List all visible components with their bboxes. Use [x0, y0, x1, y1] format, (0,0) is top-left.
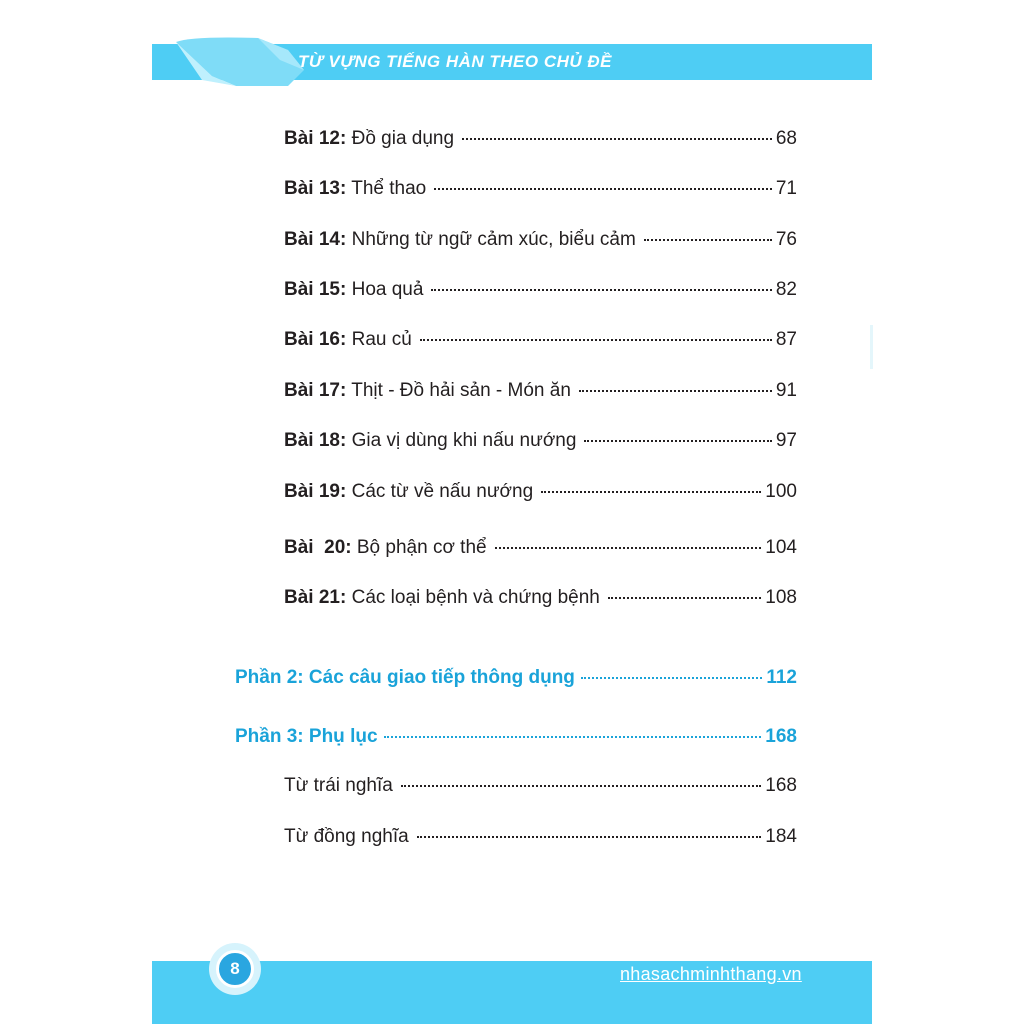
toc-label: Bài 20: Bộ phận cơ thể: [284, 537, 487, 558]
toc-row-part-3[interactable]: [235, 726, 797, 748]
page-number: 71: [775, 178, 797, 199]
toc-row-lesson-14[interactable]: [284, 229, 797, 251]
page-number: 168: [765, 775, 797, 796]
page-number: 87: [775, 329, 797, 350]
leader-dots: [579, 390, 772, 392]
toc-row-synonyms[interactable]: [284, 826, 797, 848]
website-link[interactable]: nhasachminhthang.vn: [620, 964, 802, 984]
toc-row-lesson-16[interactable]: [284, 329, 797, 351]
toc-label: Bài 17: Thịt - Đồ hải sản - Món ăn: [284, 380, 571, 401]
page-number: 112: [766, 667, 797, 688]
toc-row-lesson-17[interactable]: [284, 380, 797, 402]
toc-label: Từ đồng nghĩa: [284, 826, 409, 847]
page-number: 82: [775, 279, 797, 300]
leader-dots: [541, 491, 761, 493]
toc-label: Bài 21: Các loại bệnh và chứng bệnh: [284, 587, 600, 608]
page-number-value: 8: [216, 950, 254, 988]
leader-dots: [434, 188, 772, 190]
toc-label: Bài 13: Thể thao: [284, 178, 427, 199]
page-number: 104: [765, 537, 797, 558]
page-number-badge: [209, 943, 261, 995]
leader-dots: [401, 785, 761, 787]
page-number: 76: [775, 229, 797, 250]
leader-dots: [462, 138, 772, 140]
toc-label: Bài 19: Các từ về nấu nướng: [284, 481, 534, 502]
toc-label: Bài 15: Hoa quả: [284, 279, 424, 300]
page-edge-mark: [870, 325, 873, 369]
toc-label: Bài 18: Gia vị dùng khi nấu nướng: [284, 430, 577, 451]
leader-dots: [581, 677, 762, 679]
toc-part-label: Phần 2: Các câu giao tiếp thông dụng: [235, 667, 575, 688]
toc-row-lesson-21[interactable]: [284, 587, 797, 609]
leader-dots: [608, 597, 761, 599]
leader-dots: [644, 239, 772, 241]
leader-dots: [584, 440, 771, 442]
toc-row-lesson-15[interactable]: [284, 279, 797, 301]
leader-dots: [420, 339, 772, 341]
toc-row-lesson-12[interactable]: [284, 128, 797, 150]
toc-row-lesson-13[interactable]: [284, 178, 797, 200]
leader-dots: [431, 289, 771, 291]
toc-label: Bài 16: Rau củ: [284, 329, 412, 350]
page-number: 97: [775, 430, 797, 451]
toc-row-part-2[interactable]: [235, 667, 797, 689]
toc-label: Bài 12: Đồ gia dụng: [284, 128, 455, 149]
page-number: 184: [765, 826, 797, 847]
page-number: 168: [765, 726, 797, 747]
leader-dots: [495, 547, 762, 549]
page-number: 68: [775, 128, 797, 149]
book-title: TỪ VỰNG TIẾNG HÀN THEO CHỦ ĐỀ: [298, 52, 613, 71]
toc-row-lesson-19[interactable]: [284, 481, 797, 503]
toc-row-antonyms[interactable]: [284, 775, 797, 797]
toc-label: Bài 14: Những từ ngữ cảm xúc, biểu cảm: [284, 229, 636, 250]
toc-label: Từ trái nghĩa: [284, 775, 393, 796]
leader-dots: [417, 836, 762, 838]
leader-dots: [384, 736, 762, 738]
page-number: 91: [775, 380, 797, 401]
toc-part-label: Phần 3: Phụ lục: [235, 726, 378, 747]
page-number: 100: [765, 481, 797, 502]
toc-row-lesson-20[interactable]: [284, 537, 797, 559]
toc-row-lesson-18[interactable]: [284, 430, 797, 452]
page-number: 108: [765, 587, 797, 608]
